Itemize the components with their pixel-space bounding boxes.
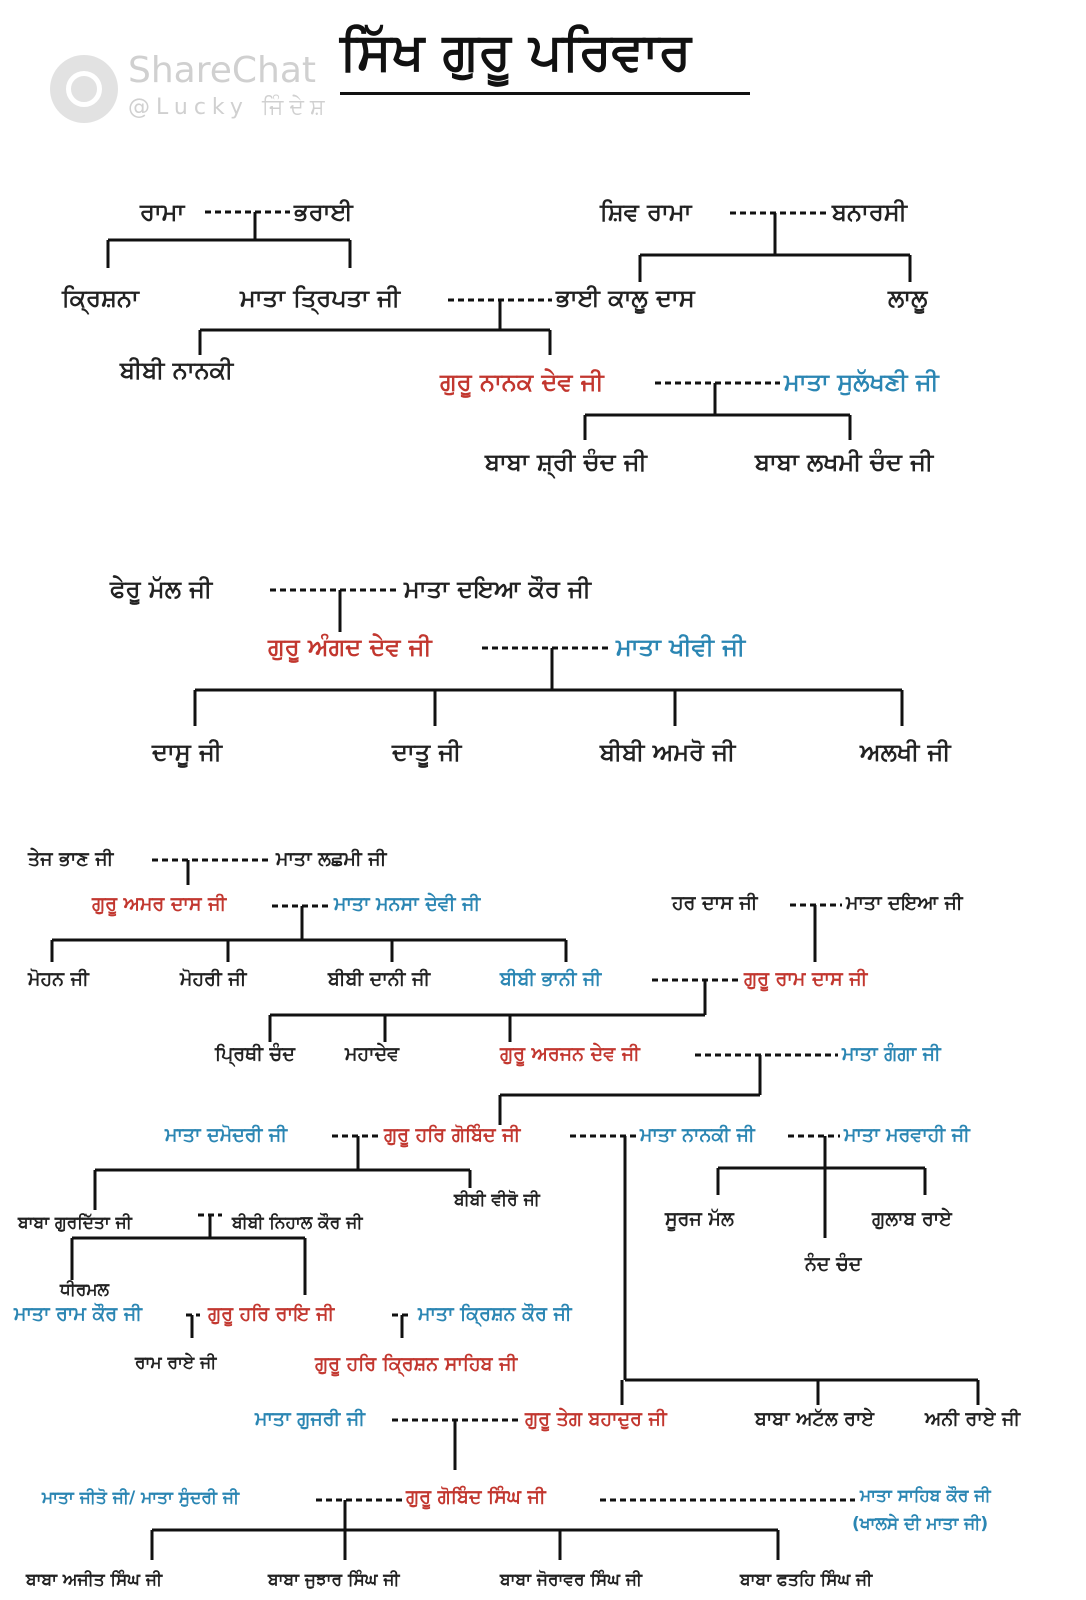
person-anokhi: ਅਲਖੀ ਜੀ	[860, 738, 951, 766]
person-mata-marvahi: ਮਾਤਾ ਮਰਵਾਹੀ ਜੀ	[844, 1124, 970, 1146]
guru-har-rai: ਗੁਰੂ ਹਰਿ ਰਾਇ ਜੀ	[208, 1303, 335, 1325]
person-baba-lakhmi-chand: ਬਾਬਾ ਲਖਮੀ ਚੰਦ ਜੀ	[755, 448, 934, 476]
person-ani-rai: ਅਨੀ ਰਾਏ ਜੀ	[925, 1408, 1021, 1430]
person-baba-gurditta: ਬਾਬਾ ਗੁਰਦਿੱਤਾ ਜੀ	[18, 1213, 132, 1233]
guru-har-krishan: ਗੁਰੂ ਹਰਿ ਕ੍ਰਿਸ਼ਨ ਸਾਹਿਬ ਜੀ	[315, 1353, 518, 1375]
watermark-handle: @Lucky ਜਿੰਦੇਸ਼	[128, 95, 331, 120]
guru-arjan-dev: ਗੁਰੂ ਅਰਜਨ ਦੇਵ ਜੀ	[500, 1043, 640, 1065]
person-baba-sri-chand: ਬਾਬਾ ਸ਼੍ਰੀ ਚੰਦ ਜੀ	[485, 448, 647, 476]
person-har-das: ਹਰ ਦਾਸ ਜੀ	[672, 892, 758, 914]
connector-gobind-children	[152, 1500, 778, 1560]
person-banarsi: ਬਨਾਰਸੀ	[832, 198, 907, 226]
page-title: ਸਿੱਖ ਗੁਰੂ ਪਰਿਵਾਰ	[340, 22, 692, 82]
person-nand-chand: ਨੰਦ ਚੰਦ	[805, 1253, 862, 1275]
person-bhai-kalu: ਭਾਈ ਕਾਲੂ ਦਾਸ	[556, 284, 695, 312]
person-mata-daya: ਮਾਤਾ ਦਇਆ ਜੀ	[846, 892, 963, 914]
guru-angad-dev: ਗੁਰੂ ਅੰਗਦ ਦੇਵ ਜੀ	[268, 633, 432, 661]
watermark-brand: ShareChat	[128, 50, 317, 91]
person-mata-mansa-devi: ਮਾਤਾ ਮਨਸਾ ਦੇਵੀ ਜੀ	[334, 893, 481, 915]
person-mata-tripta: ਮਾਤਾ ਤ੍ਰਿਪਤਾ ਜੀ	[240, 284, 401, 312]
person-dhirmal: ਧੀਰਮਲ	[60, 1280, 110, 1300]
person-bibi-nihal-kaur: ਬੀਬੀ ਨਿਹਾਲ ਕੌਰ ਜੀ	[232, 1213, 363, 1233]
person-gulab-rai: ਗੁਲਾਬ ਰਾਏ	[872, 1208, 952, 1230]
person-pheru-mal: ਫੇਰੂ ਮੱਲ ਜੀ	[110, 575, 213, 603]
guru-nanak-dev: ਗੁਰੂ ਨਾਨਕ ਦੇਵ ਜੀ	[440, 368, 604, 396]
guru-amar-das: ਗੁਰੂ ਅਮਰ ਦਾਸ ਜੀ	[92, 893, 227, 915]
person-shiv-rama: ਸ਼ਿਵ ਰਾਮਾ	[600, 198, 692, 226]
person-datu: ਦਾਤੂ ਜੀ	[392, 738, 462, 766]
person-mata-ram-kaur: ਮਾਤਾ ਰਾਮ ਕੌਰ ਜੀ	[14, 1303, 142, 1325]
person-lalu: ਲਾਲੂ	[888, 284, 928, 312]
person-mata-khivi: ਮਾਤਾ ਖੀਵੀ ਜੀ	[616, 633, 746, 661]
person-bibi-dani: ਬੀਬੀ ਦਾਨੀ ਜੀ	[328, 968, 431, 990]
guru-gobind-singh: ਗੁਰੂ ਗੋਬਿੰਦ ਸਿੰਘ ਜੀ	[406, 1486, 546, 1508]
person-mata-ganga: ਮਾਤਾ ਗੰਗਾ ਜੀ	[842, 1043, 941, 1065]
guru-ram-das: ਗੁਰੂ ਰਾਮ ਦਾਸ ਜੀ	[744, 968, 868, 990]
person-bharai: ਭਰਾਈ	[294, 198, 353, 226]
person-mata-kishan-kaur: ਮਾਤਾ ਕ੍ਰਿਸ਼ਨ ਕੌਰ ਜੀ	[418, 1303, 572, 1325]
person-mata-damodari: ਮਾਤਾ ਦਮੋਦਰੀ ਜੀ	[165, 1124, 288, 1146]
connector-arjan-hargobind	[500, 1055, 760, 1125]
person-mata-daya-kaur: ਮਾਤਾ ਦਇਆ ਕੌਰ ਜੀ	[404, 575, 591, 603]
person-bibi-nanaki: ਬੀਬੀ ਨਾਨਕੀ	[120, 356, 234, 384]
person-ram-rai: ਰਾਮ ਰਾਏ ਜੀ	[135, 1353, 217, 1373]
person-krishna: ਕ੍ਰਿਸ਼ਨਾ	[62, 284, 139, 312]
person-mohan: ਮੋਹਨ ਜੀ	[28, 968, 89, 990]
guru-hargobind: ਗੁਰੂ ਹਰਿ ਗੋਬਿੰਦ ਜੀ	[384, 1124, 521, 1146]
guru-tegh-bahadur: ਗੁਰੂ ਤੇਗ ਬਹਾਦੁਰ ਜੀ	[525, 1408, 667, 1430]
person-mata-gujri: ਮਾਤਾ ਗੁਜਰੀ ਜੀ	[255, 1408, 366, 1430]
person-prithi-chand: ਪ੍ਰਿਥੀ ਚੰਦ	[215, 1043, 295, 1065]
person-mata-sulakhni: ਮਾਤਾ ਸੁਲੱਖਣੀ ਜੀ	[784, 368, 939, 396]
person-mata-sahib-kaur: ਮਾਤਾ ਸਾਹਿਬ ਕੌਰ ਜੀ	[860, 1486, 991, 1506]
khalse-di-mata-note: (ਖਾਲਸੇ ਦੀ ਮਾਤਾ ਜੀ)	[852, 1514, 989, 1534]
person-mohri: ਮੋਹਰੀ ਜੀ	[180, 968, 247, 990]
person-bibi-bhani: ਬੀਬੀ ਭਾਨੀ ਜੀ	[500, 968, 602, 990]
connector-damodari-children	[95, 1136, 470, 1210]
person-baba-jujhar-singh: ਬਾਬਾ ਜੁਝਾਰ ਸਿੰਘ ਜੀ	[268, 1570, 400, 1590]
person-baba-ajit-singh: ਬਾਬਾ ਅਜੀਤ ਸਿੰਘ ਜੀ	[26, 1570, 163, 1590]
person-baba-fateh-singh: ਬਾਬਾ ਫਤਹਿ ਸਿੰਘ ਜੀ	[740, 1570, 873, 1590]
person-rama: ਰਾਮਾ	[140, 198, 185, 226]
person-mahadev: ਮਹਾਦੇਵ	[345, 1043, 400, 1065]
person-mata-lachmi: ਮਾਤਾ ਲਛਮੀ ਜੀ	[276, 848, 387, 870]
person-dasu: ਦਾਸੂ ਜੀ	[152, 738, 222, 766]
person-bibi-amro: ਬੀਬੀ ਅਮਰੋ ਜੀ	[600, 738, 736, 766]
person-mata-jito-sundari: ਮਾਤਾ ਜੀਤੋ ਜੀ/ ਮਾਤਾ ਸੁੰਦਰੀ ਜੀ	[42, 1488, 240, 1508]
person-tej-bhan: ਤੇਜ ਭਾਣ ਜੀ	[28, 848, 114, 870]
person-mata-nanaki: ਮਾਤਾ ਨਾਨਕੀ ਜੀ	[640, 1124, 755, 1146]
person-suraj-mal: ਸੂਰਜ ਮੱਲ	[665, 1208, 734, 1230]
person-bibi-viro: ਬੀਬੀ ਵੀਰੋ ਜੀ	[454, 1190, 540, 1210]
person-baba-zorawar-singh: ਬਾਬਾ ਜੋਰਾਵਰ ਸਿੰਘ ਜੀ	[500, 1570, 643, 1590]
person-baba-atal-rai: ਬਾਬਾ ਅਟੱਲ ਰਾਏ	[755, 1408, 875, 1430]
